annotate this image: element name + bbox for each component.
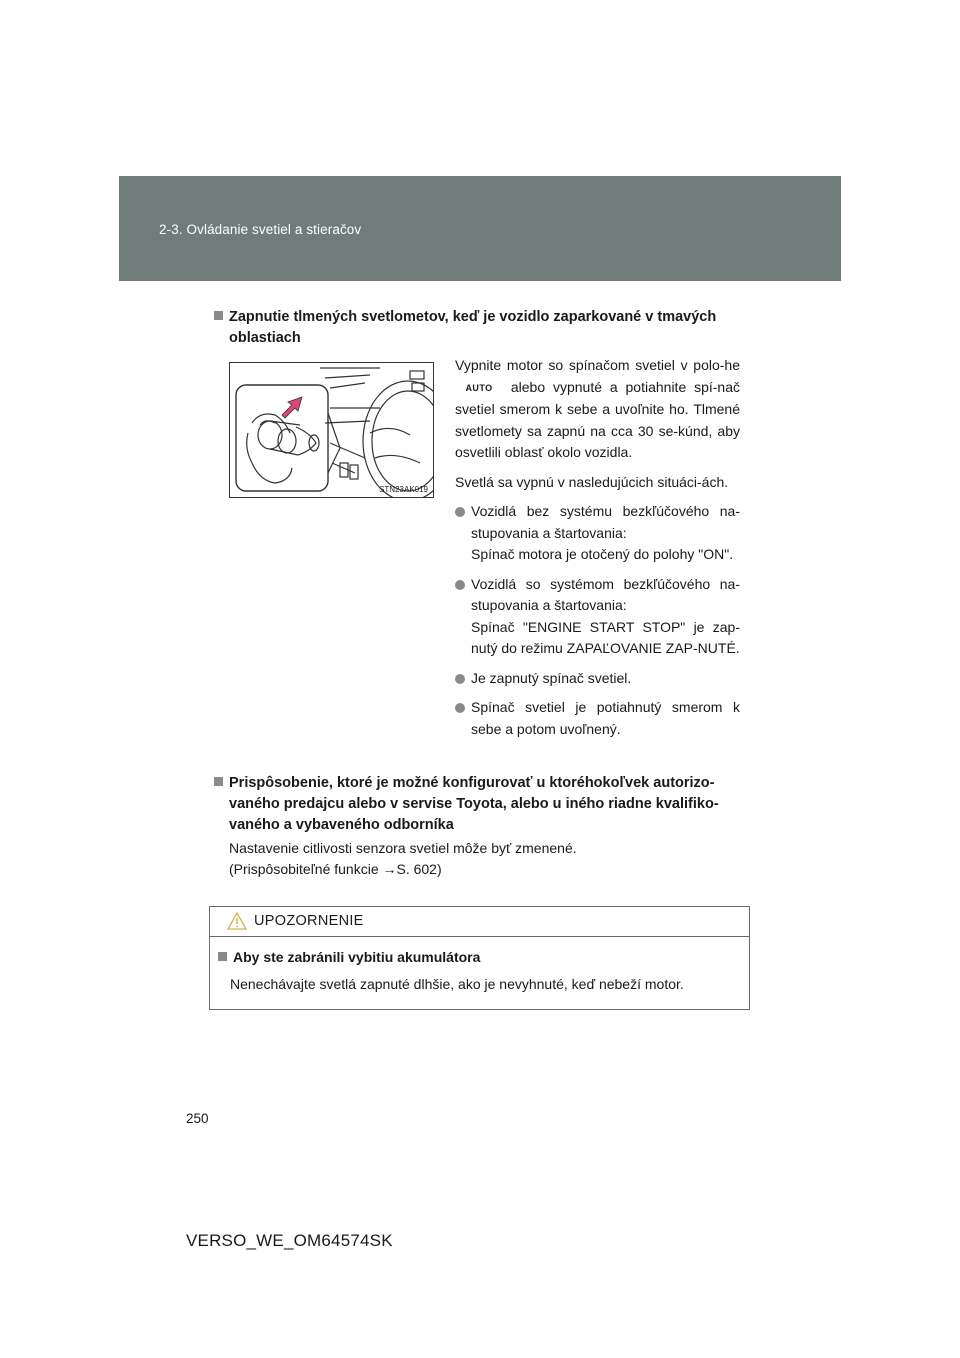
steering-column-light-switch-icon	[230, 363, 433, 497]
instruction-paragraph: Vypnite motor so spínačom svetiel v polo-he AUTO alebo vypnuté a potiahnite spí-nač svetiel smerom k sebe a uvoľnite ho. Tlmené svetlomety sa zapnú na cca 30 se-kúnd, aby osvetlili oblasť okolo vozidla.	[455, 357, 740, 460]
section1-heading: Zapnutie tlmených svetlometov, keď je vozidlo zaparkované v tmavých oblastiach	[214, 307, 759, 349]
circle-bullet-icon	[455, 580, 465, 590]
warning-title: UPOZORNENIE	[254, 913, 364, 929]
right-column-text	[455, 355, 740, 748]
warning-box	[209, 906, 750, 1010]
list-item: Spínač svetiel je potiahnutý smerom k sebe a potom uvoľnený.	[455, 697, 740, 740]
warning-subheading: Aby ste zabránili vybitiu akumulátora	[218, 949, 480, 965]
header-band	[119, 176, 841, 281]
square-bullet-icon	[214, 777, 223, 786]
off-conditions-intro: Svetlá sa vypnú v nasledujúcich situáci-ách.	[455, 473, 729, 490]
list-item: Vozidlá so systémom bezkľúčového na-stupovania a štartovania: Spínač "ENGINE START STOP" je zap-nutý do režimu ZAPAĽOVANIE ZAP-NUTÉ.	[455, 574, 740, 660]
warning-triangle-icon	[227, 912, 247, 930]
customization-body: Nastavenie citlivosti senzora svetiel môže byť zmenené. (Prispôsobiteľné funkcie →S. 602)	[229, 838, 749, 880]
warning-text: Nenechávajte svetlá zapnuté dlhšie, ako je nevyhnuté, keď nebeží motor.	[230, 976, 684, 992]
light-switch-illustration	[229, 362, 434, 498]
warning-header	[210, 907, 749, 937]
page-number: 250	[186, 1111, 209, 1126]
circle-bullet-icon	[455, 507, 465, 517]
auto-switch-label: AUTO	[465, 382, 493, 393]
footer-document-code: VERSO_WE_OM64574SK	[186, 1231, 393, 1250]
square-bullet-icon	[218, 952, 227, 961]
square-bullet-icon	[214, 311, 223, 320]
section2-heading: Prispôsobenie, ktoré je možné konfigurovať u ktoréhokoľvek autorizo-vaného predajcu alebo v servise Toyota, alebo u iného riadne kvalifiko-vaného a vybaveného odborníka	[214, 773, 759, 836]
list-item: Je zapnutý spínač svetiel.	[455, 668, 740, 690]
section-title: 2-3. Ovládanie svetiel a stieračov	[159, 222, 362, 237]
circle-bullet-icon	[455, 674, 465, 684]
figure-code: STN23AK019	[379, 485, 428, 494]
list-item: Vozidlá bez systému bezkľúčového na-stupovania a štartovania: Spínač motora je otočený do polohy "ON".	[455, 501, 740, 566]
circle-bullet-icon	[455, 703, 465, 713]
customization-link[interactable]: (Prispôsobiteľné funkcie →S. 602)	[229, 861, 442, 877]
